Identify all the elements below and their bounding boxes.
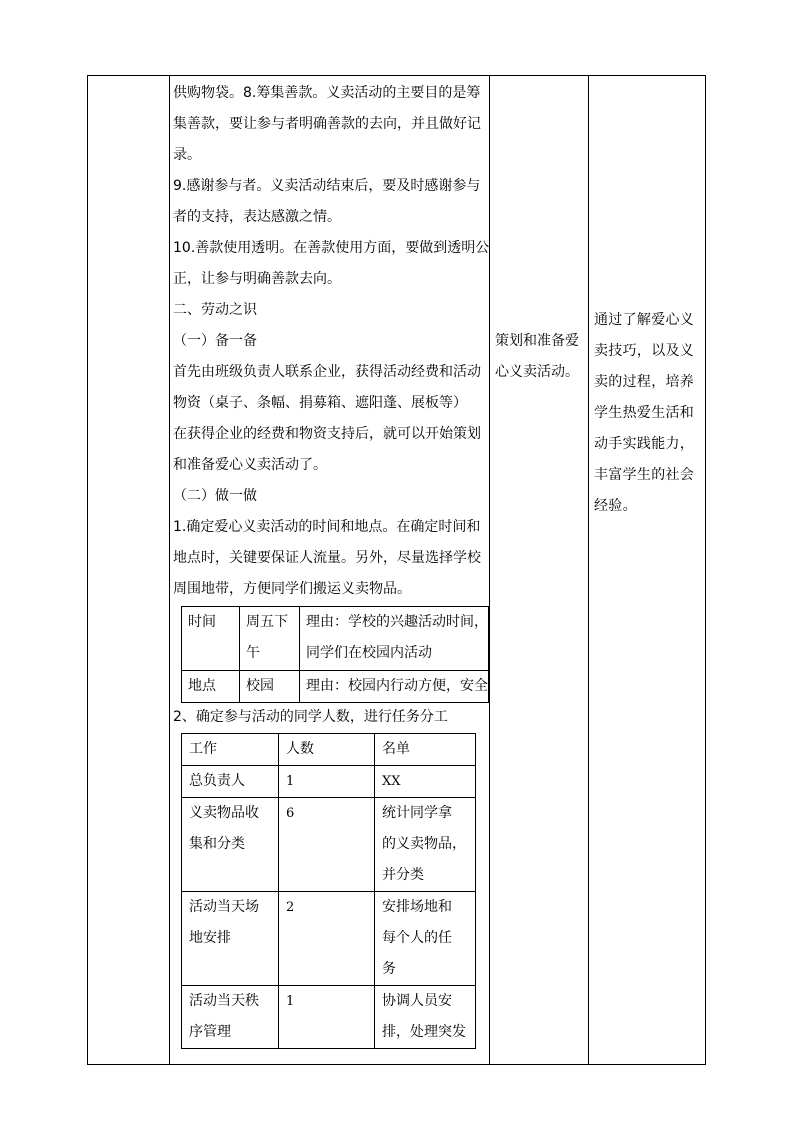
content-line: 正，让参与明确善款去向。 — [173, 271, 341, 287]
job-cell: 义卖物品收 集和分类 — [182, 798, 279, 892]
table-row — [182, 766, 476, 798]
table-row — [182, 671, 489, 703]
content-line: 地点时，关键要保证人流量。另外，尽量选择学校 — [173, 550, 481, 566]
column-divider-2 — [489, 76, 490, 1064]
column-header: 人数 — [279, 734, 375, 766]
names-cell: XX — [375, 766, 476, 798]
table-row — [182, 892, 476, 986]
subsection-heading: （一）备一备 — [173, 333, 257, 349]
intent-line: 卖的过程，培养 — [594, 374, 695, 390]
content-line: 供购物袋。8.筹集善款。义卖活动的主要目的是筹 — [173, 85, 481, 101]
count-cell: 2 — [279, 892, 375, 986]
intent-line: 丰富学生的社会 — [594, 467, 695, 483]
intent-line: 卖技巧，以及义 — [594, 343, 695, 359]
row-value: 周五下 午 — [240, 607, 300, 671]
time-place-table — [181, 606, 489, 703]
content-line: 物资（桌子、条幅、捐募箱、遮阳蓬、展板等） — [173, 395, 467, 411]
table-row — [182, 986, 476, 1049]
job-cell: 活动当天场 地安排 — [182, 892, 279, 986]
teaching-content — [173, 78, 490, 605]
activity-line: 心义卖活动。 — [495, 364, 579, 380]
step-2-heading: 2、确定参与活动的同学人数，进行任务分工 — [173, 709, 448, 725]
names-cell: 统计同学拿 的义卖物品， 并分类 — [375, 798, 476, 892]
section-heading: 二、劳动之识 — [173, 302, 257, 318]
column-header: 工作 — [182, 734, 279, 766]
content-line: 在获得企业的经费和物资支持后，就可以开始策划 — [173, 426, 481, 442]
intent-line: 通过了解爱心义 — [594, 312, 695, 328]
column-divider-1 — [169, 76, 170, 1064]
content-line: 录。 — [173, 147, 201, 163]
design-intent-column — [594, 305, 706, 522]
names-cell: 安排场地和 每个人的任 务 — [375, 892, 476, 986]
intent-line: 经验。 — [594, 498, 637, 514]
content-line: 1.确定爱心义卖活动的时间和地点。在确定时间和 — [173, 519, 481, 535]
content-line: 集善款，要让参与者明确善款的去向，并且做好记 — [173, 116, 481, 132]
row-reason: 理由：学校的兴趣活动时间， 同学们在校园内活动 — [300, 607, 489, 671]
content-line: 9.感谢参与者。义卖活动结束后，要及时感谢参与 — [173, 178, 481, 194]
column-divider-3 — [588, 76, 589, 1064]
subsection-heading: （二）做一做 — [173, 488, 257, 504]
task-division-table — [181, 733, 476, 1049]
content-line: 10.善款使用透明。在善款使用方面，要做到透明公 — [173, 240, 490, 256]
row-value: 校园 — [240, 671, 300, 703]
intent-line: 学生热爱生活和 — [594, 405, 695, 421]
content-line: 周围地带，方便同学们搬运义卖物品。 — [173, 581, 411, 597]
count-cell: 1 — [279, 986, 375, 1049]
job-cell: 总负责人 — [182, 766, 279, 798]
count-cell: 6 — [279, 798, 375, 892]
column-header: 名单 — [375, 734, 476, 766]
table-row — [182, 798, 476, 892]
activity-column — [495, 326, 589, 388]
activity-line: 策划和准备爱 — [495, 333, 579, 349]
content-line: 首先由班级负责人联系企业，获得活动经费和活动 — [173, 364, 481, 380]
row-reason: 理由：校园内行动方便，安全 — [300, 671, 489, 703]
job-cell: 活动当天秩 序管理 — [182, 986, 279, 1049]
content-line: 者的支持，表达感激之情。 — [173, 209, 341, 225]
table-header-row — [182, 734, 476, 766]
content-line: 和准备爱心义卖活动了。 — [173, 457, 327, 473]
row-label: 地点 — [182, 671, 240, 703]
count-cell: 1 — [279, 766, 375, 798]
row-label: 时间 — [182, 607, 240, 671]
table-row — [182, 607, 489, 671]
names-cell: 协调人员安 排，处理突发 — [375, 986, 476, 1049]
intent-line: 动手实践能力， — [594, 436, 695, 452]
